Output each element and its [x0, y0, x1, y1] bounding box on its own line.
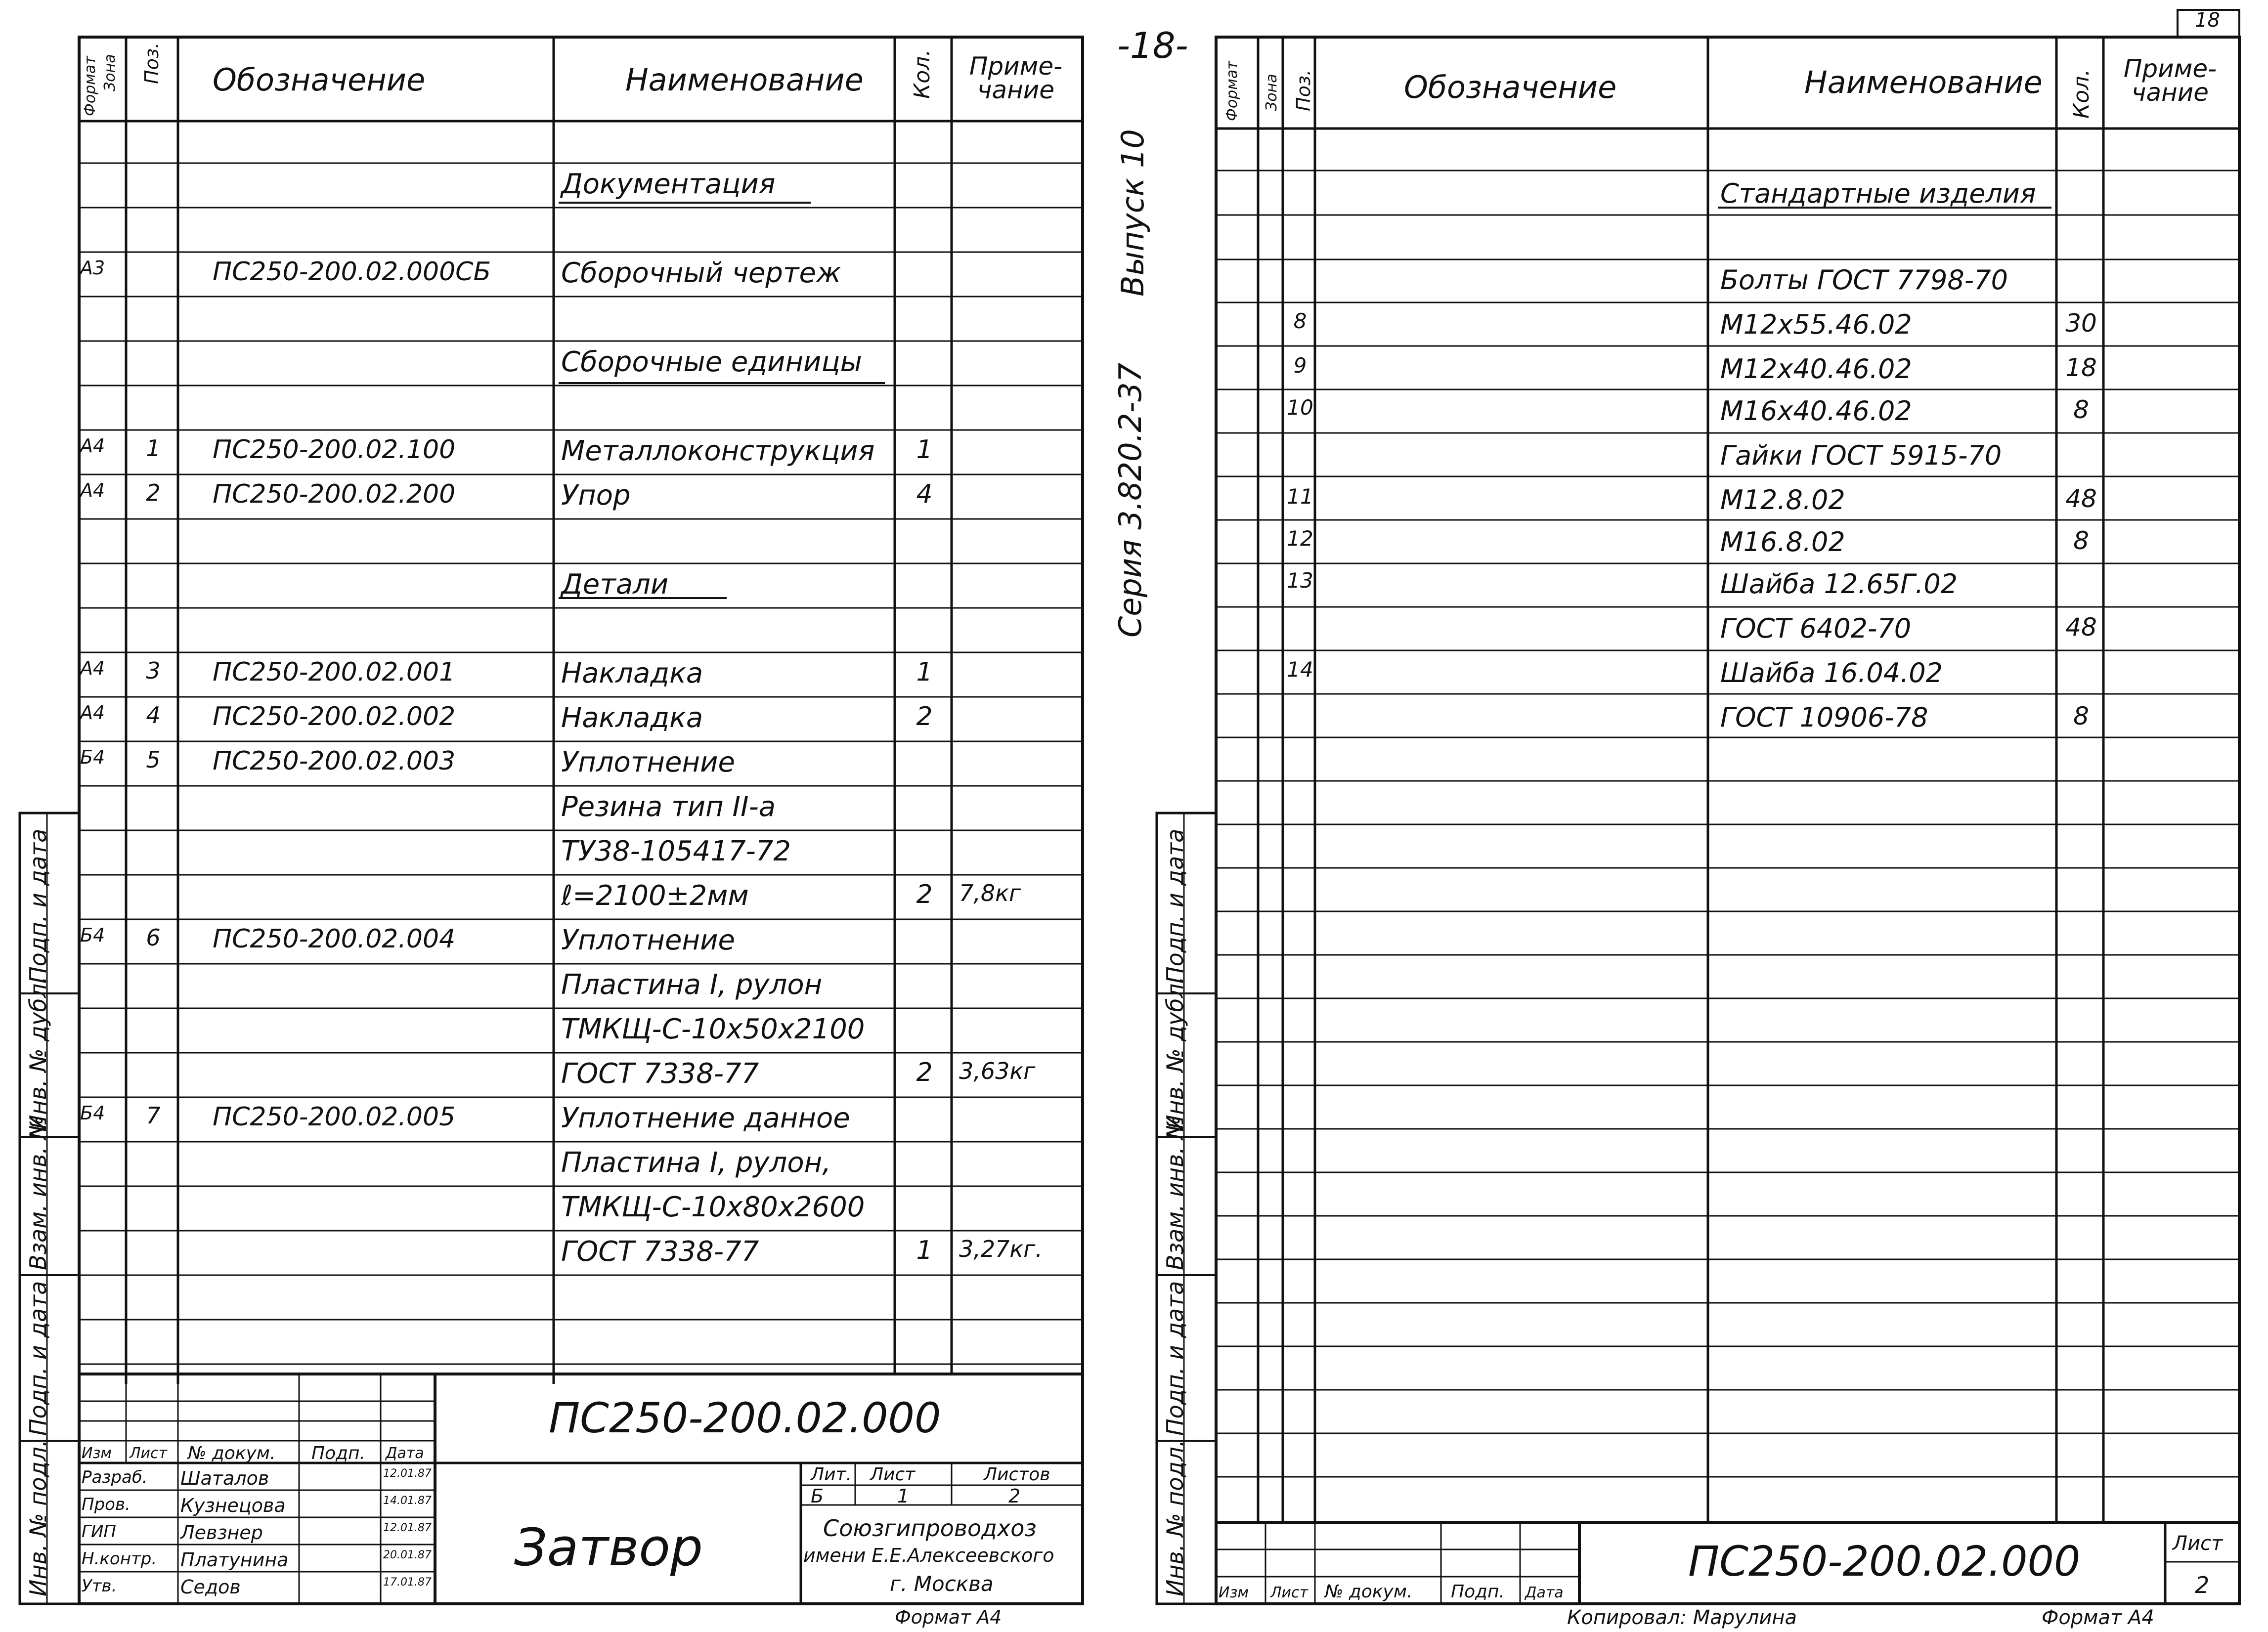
r-col-list: Лист	[1270, 1584, 1308, 1601]
row-format: Б4	[80, 1102, 105, 1124]
row-format: Б4	[80, 746, 105, 768]
r-header-pos: Поз.	[1293, 69, 1314, 111]
r-header-name: Наименование	[1804, 64, 2043, 100]
row-qty: 1	[916, 657, 933, 687]
r-header-zone: Зона	[1263, 74, 1280, 111]
role-date: 20.01.87	[383, 1549, 432, 1561]
row-name: Детали	[561, 568, 669, 601]
role-date: 12.01.87	[383, 1522, 432, 1534]
r-row-qty: 8	[2073, 526, 2089, 555]
role-title: Утв.	[82, 1576, 117, 1596]
role-name: Платунина	[180, 1549, 289, 1571]
header-zone: Зона	[101, 54, 119, 91]
sheets-value: 2	[1008, 1485, 1021, 1507]
role-date: 14.01.87	[383, 1495, 432, 1507]
sheets-label: Листов	[984, 1464, 1050, 1485]
r-side-label-replace-inv: Взам. инв. №	[1162, 1116, 1188, 1270]
row-format: А4	[80, 657, 105, 679]
r-row-name: Болты ГОСТ 7798-70	[1720, 264, 2008, 296]
row-format: А3	[80, 257, 105, 279]
row-name: Пластина I, рулон	[561, 969, 823, 1001]
row-name: ГОСТ 7338-77	[561, 1236, 759, 1268]
row-pos: 6	[146, 924, 161, 951]
row-pos: 2	[146, 479, 161, 506]
role-name: Шаталов	[180, 1467, 269, 1489]
row-designation: ПС250-200.02.100	[213, 435, 456, 465]
row-format: А4	[80, 435, 105, 457]
r-header-format: Формат	[1223, 61, 1241, 121]
r-row-pos: 8	[1293, 309, 1307, 333]
header-designation: Обозначение	[213, 62, 426, 98]
col-date: Дата	[386, 1445, 424, 1462]
side-label-replace-inv: Взам. инв. №	[25, 1116, 51, 1270]
row-designation: ПС250-200.02.005	[213, 1102, 456, 1132]
r-row-pos: 12	[1287, 526, 1313, 551]
row-pos: 5	[146, 746, 161, 773]
role-name: Седов	[180, 1576, 241, 1598]
row-name: Накладка	[561, 702, 703, 734]
row-name: Уплотнение данное	[561, 1102, 850, 1134]
side-label-dup-inv: Инв. № дубл.	[25, 976, 51, 1132]
r-row-name: Стандартные изделия	[1720, 178, 2036, 209]
row-name: Сборочные единицы	[561, 346, 862, 378]
row-name: Пластина I, рулон,	[561, 1147, 831, 1179]
r-side-label-sign-date-2: Подп. и дата	[1162, 1281, 1188, 1436]
r-side-label-orig-inv: Инв. № подл.	[1162, 1439, 1188, 1596]
r-row-qty: 48	[2065, 613, 2097, 642]
col-izm: Изм	[82, 1445, 112, 1462]
r-row-qty: 8	[2073, 395, 2089, 424]
r-row-pos: 9	[1293, 353, 1307, 378]
doc-title: Затвор	[514, 1517, 703, 1578]
row-qty: 2	[916, 1058, 933, 1087]
row-name: ℓ=2100±2мм	[561, 880, 749, 912]
copied-by: Копировал: Марулина	[1567, 1606, 1797, 1629]
org-line1: Союзгипроводхоз	[823, 1515, 1037, 1542]
side-label-orig-inv: Инв. № подл.	[25, 1439, 51, 1596]
row-qty: 1	[916, 435, 933, 465]
r-header-note: Приме-чание	[2123, 54, 2217, 107]
role-date: 12.01.87	[383, 1467, 432, 1480]
r-row-pos: 13	[1287, 568, 1313, 593]
r-row-name: М12.8.02	[1720, 484, 1845, 515]
header-pos: Поз.	[141, 42, 163, 84]
row-designation: ПС250-200.02.004	[213, 924, 456, 954]
top-page-number: 18	[2195, 9, 2220, 32]
header-format: Формат	[82, 56, 99, 116]
row-qty: 4	[916, 479, 933, 509]
right-format-footer: Формат А4	[2042, 1606, 2154, 1629]
row-qty: 1	[916, 1236, 933, 1265]
doc-code: ПС250-200.02.000	[549, 1394, 941, 1442]
role-title: Пров.	[82, 1495, 131, 1514]
row-pos: 3	[146, 657, 161, 684]
r-col-date: Дата	[1525, 1584, 1564, 1601]
row-name: Резина тип II-а	[561, 791, 776, 823]
r-row-name: ГОСТ 6402-70	[1720, 613, 1912, 644]
role-date: 17.01.87	[383, 1576, 432, 1589]
r-row-qty: 48	[2065, 484, 2097, 513]
header-note: Приме-чание	[969, 52, 1063, 104]
role-title: ГИП	[82, 1522, 116, 1542]
role-title: Н.контр.	[82, 1549, 157, 1569]
row-name: Документация	[561, 168, 776, 200]
row-format: А4	[80, 479, 105, 501]
row-designation: ПС250-200.02.003	[213, 746, 456, 776]
r-sheet-value: 2	[2195, 1572, 2210, 1598]
row-name: Сборочный чертеж	[561, 257, 841, 289]
row-qty: 2	[916, 880, 933, 909]
row-name: Упор	[561, 479, 631, 512]
r-side-label-sign-date: Подп. и дата	[1162, 828, 1188, 984]
row-pos: 1	[146, 435, 161, 462]
role-name: Левзнер	[180, 1522, 263, 1544]
r-row-name: ГОСТ 10906-78	[1720, 702, 1928, 733]
col-doc-no: № докум.	[188, 1443, 276, 1463]
r-row-qty: 18	[2065, 353, 2097, 382]
row-name: ТУ38-105417-72	[561, 835, 791, 867]
row-name: Металлоконструкция	[561, 435, 875, 467]
left-format-footer: Формат А4	[895, 1606, 1002, 1628]
col-list: Лист	[130, 1445, 168, 1462]
r-row-name: М12х40.46.02	[1720, 353, 1912, 385]
r-col-izm: Изм	[1219, 1584, 1249, 1601]
r-row-qty: 30	[2065, 309, 2097, 338]
row-designation: ПС250-200.02.000СБ	[213, 257, 491, 287]
sheet-value: 1	[897, 1485, 910, 1507]
col-sign: Подп.	[311, 1443, 365, 1463]
row-format: А4	[80, 702, 105, 724]
series-label: Серия 3.820.2-37	[1112, 362, 1148, 638]
r-row-name: Гайки ГОСТ 5915-70	[1720, 440, 2002, 471]
row-designation: ПС250-200.02.002	[213, 702, 456, 731]
row-format: Б4	[80, 924, 105, 946]
r-row-name: М16.8.02	[1720, 526, 1845, 558]
row-designation: ПС250-200.02.200	[213, 479, 456, 509]
r-sheet-label: Лист	[2173, 1532, 2223, 1555]
r-row-name: Шайба 12.65Г.02	[1720, 568, 1958, 600]
sheet-label: Лист	[870, 1464, 916, 1485]
lit-label: Лит.	[811, 1464, 852, 1485]
r-doc-code: ПС250-200.02.000	[1688, 1537, 2081, 1586]
role-title: Разраб.	[82, 1467, 148, 1487]
row-note: 7,8кг	[959, 880, 1021, 906]
header-name: Наименование	[625, 62, 864, 98]
r-col-sign: Подп.	[1451, 1582, 1505, 1602]
row-name: Накладка	[561, 657, 703, 689]
r-col-doc-no: № докум.	[1325, 1582, 1413, 1602]
r-row-pos: 10	[1287, 395, 1313, 420]
r-row-qty: 8	[2073, 702, 2089, 730]
org-line3: г. Москва	[890, 1572, 994, 1596]
row-designation: ПС250-200.02.001	[213, 657, 456, 687]
side-label-sign-date: Подп. и дата	[25, 828, 51, 984]
r-row-pos: 14	[1287, 657, 1313, 682]
row-note: 3,63кг	[959, 1058, 1036, 1084]
r-row-name: М16х40.46.02	[1720, 395, 1912, 427]
row-name: Уплотнение	[561, 924, 735, 956]
header-qty: Кол.	[910, 49, 935, 99]
lit-value: Б	[811, 1485, 824, 1507]
row-name: ТМКЩ-С-10х80х2600	[561, 1191, 865, 1223]
center-page-marker: -18-	[1117, 25, 1188, 66]
role-name: Кузнецова	[180, 1495, 286, 1516]
row-note: 3,27кг.	[959, 1236, 1043, 1262]
row-name: Уплотнение	[561, 746, 735, 778]
r-header-designation: Обозначение	[1404, 69, 1617, 105]
row-name: ТМКЩ-С-10х50х2100	[561, 1013, 865, 1045]
org-line2: имени Е.Е.Алексеевского	[803, 1545, 1054, 1566]
r-side-label-dup-inv: Инв. № дубл.	[1162, 976, 1188, 1132]
r-row-name: М12х55.46.02	[1720, 309, 1912, 340]
row-qty: 2	[916, 702, 933, 731]
issue-label: Выпуск 10	[1115, 129, 1151, 297]
r-row-pos: 11	[1287, 484, 1313, 509]
r-row-name: Шайба 16.04.02	[1720, 657, 1943, 688]
side-label-sign-date-2: Подп. и дата	[25, 1281, 51, 1436]
r-header-qty: Кол.	[2069, 69, 2094, 119]
row-pos: 4	[146, 702, 161, 729]
row-pos: 7	[146, 1102, 161, 1129]
row-name: ГОСТ 7338-77	[561, 1058, 759, 1090]
